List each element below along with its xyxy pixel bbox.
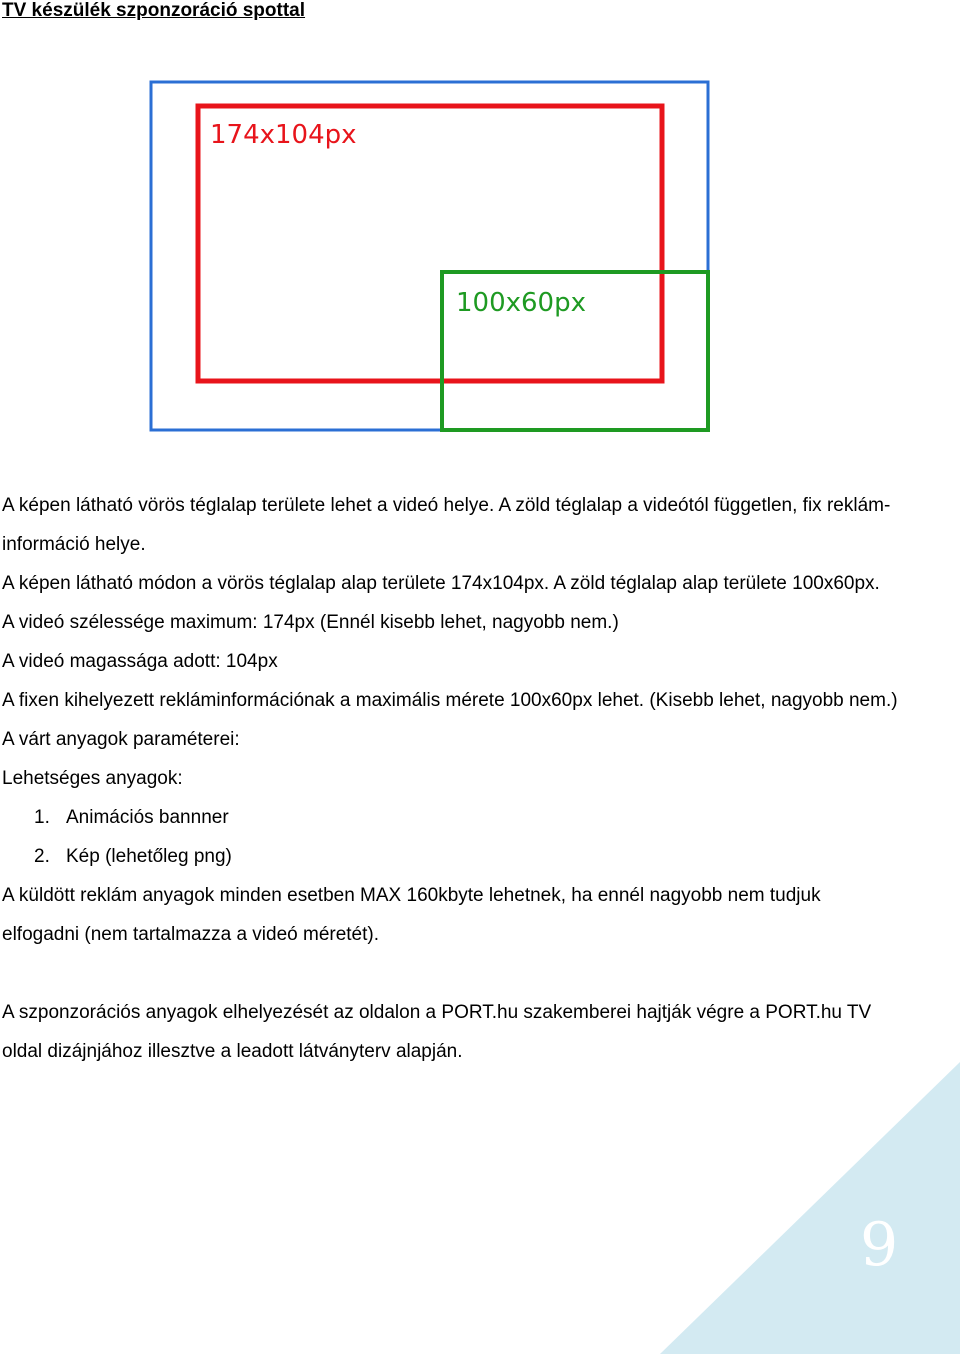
paragraph-materials: Lehetséges anyagok:: [2, 768, 183, 789]
paragraph-params: A várt anyagok paraméterei:: [2, 729, 240, 750]
paragraph-ad-size: A fixen kihelyezett rekláminformációnak a maximális mérete 100x60px lehet. (Kisebb lehet, nagyobb nem.): [2, 690, 898, 711]
corner-decoration: [660, 1062, 960, 1354]
paragraph-video-height: A videó magassága adott: 104px: [2, 651, 278, 672]
list-item-number: 2.: [34, 846, 50, 867]
page-number: 9: [860, 1210, 899, 1280]
green-rectangle-label: 100x60px: [456, 288, 586, 318]
spacer: [2, 954, 902, 993]
paragraph-placement: A szponzorációs anyagok elhelyezését az oldalon a PORT.hu szakemberei hajtják végre a PORT.hu TV oldal dizájnjához illesztve a leadott látványterv alapján.: [2, 1002, 872, 1062]
paragraph-base-area: A képen látható módon a vörös téglalap alap területe 174x104px. A zöld téglalap alap területe 100x60px.: [2, 573, 880, 594]
materials-list: [2, 798, 902, 876]
list-item-number: 1.: [34, 807, 50, 828]
size-diagram: [145, 75, 715, 439]
paragraph-video-area: A képen látható vörös téglalap területe lehet a videó helye. A zöld téglalap a videótól független, fix rekláminformáció helye.: [2, 495, 891, 555]
paragraph-video-width: A videó szélessége maximum: 174px (Ennél kisebb lehet, nagyobb nem.): [2, 612, 619, 633]
list-item-text: Kép (lehetőleg png): [66, 846, 232, 867]
size-diagram-svg: [145, 75, 715, 439]
list-item: [2, 837, 902, 876]
red-rectangle-label: 174x104px: [210, 120, 357, 150]
page-heading: TV készülék szponzoráció spottal: [2, 0, 306, 21]
list-item: [2, 798, 902, 837]
paragraph-file-size: A küldött reklám anyagok minden esetben MAX 160kbyte lehetnek, ha ennél nagyobb nem tudjuk elfogadni (nem tartalmazza a videó méretét).: [2, 885, 821, 945]
list-item-text: Animációs bannner: [66, 807, 229, 828]
document-body: [2, 486, 902, 1071]
